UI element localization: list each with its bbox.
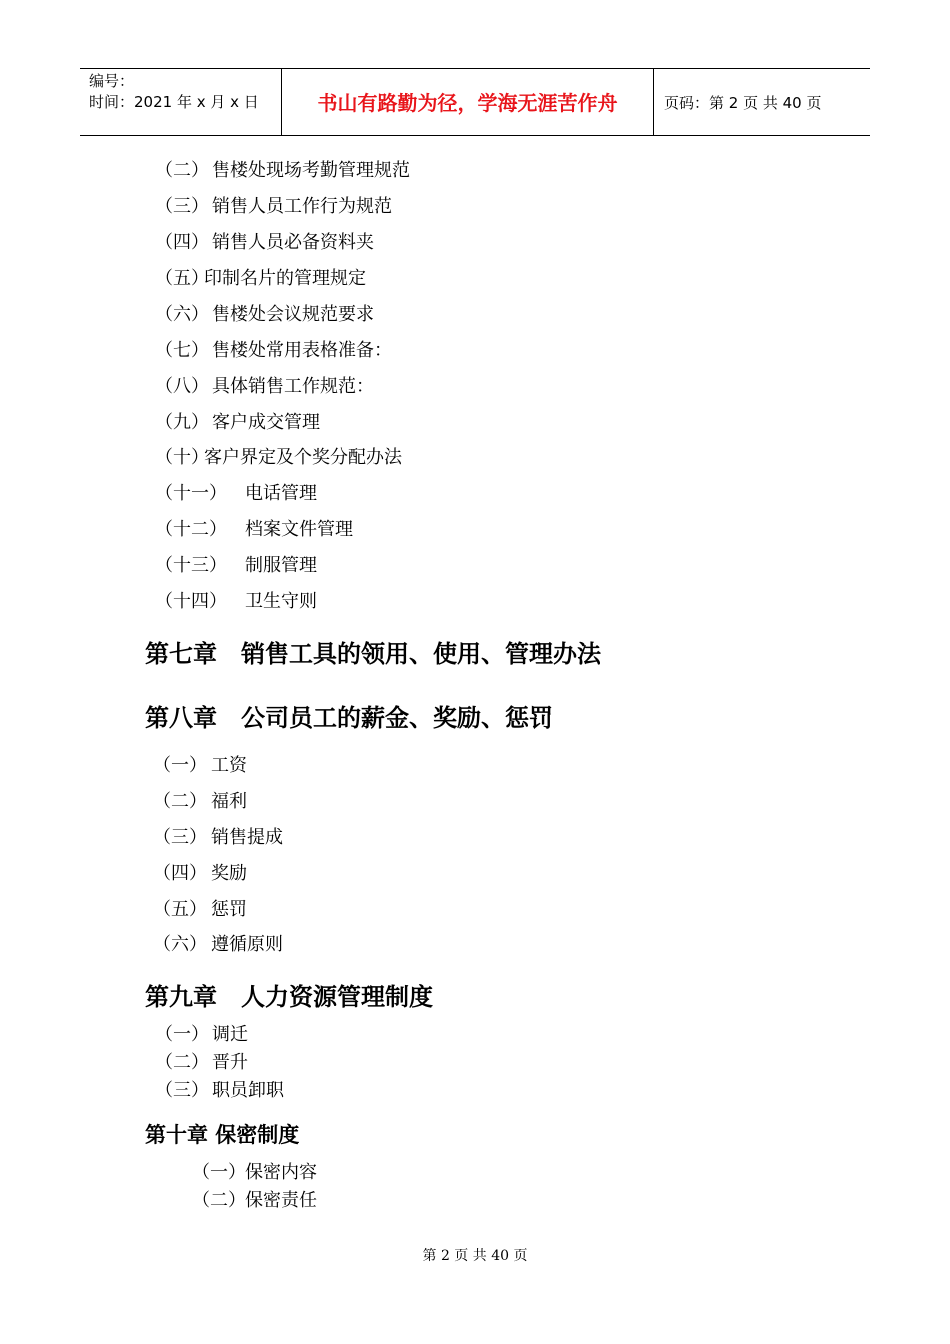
header-page-info: 页码：第 2 页 共 40 页	[664, 94, 822, 112]
chapter-heading: 第七章 销售工具的领用、使用、管理办法	[145, 640, 601, 668]
list-item: （二） 晋升	[155, 1052, 248, 1073]
list-item: （二） 售楼处现场考勤管理规范	[155, 160, 410, 181]
list-item: （八） 具体销售工作规范：	[155, 376, 374, 397]
chapter-heading: 第九章 人力资源管理制度	[145, 983, 433, 1011]
list-item: （二）保密责任	[192, 1190, 317, 1211]
chapter-heading: 第十章 保密制度	[145, 1123, 300, 1147]
document-date: 时间：2021 年 x 月 x 日	[89, 93, 259, 111]
list-item: （一） 调迁	[155, 1024, 248, 1045]
page-footer: 第 2 页 共 40 页	[422, 1248, 528, 1264]
list-item: （十）客户界定及个奖分配办法	[155, 447, 402, 468]
list-item: （七） 售楼处常用表格准备：	[155, 340, 392, 361]
header-left-cell	[80, 69, 282, 135]
chapter-heading: 第八章 公司员工的薪金、奖励、惩罚	[145, 704, 553, 732]
list-item: （十三） 制服管理	[155, 555, 317, 576]
list-item: （六） 售楼处会议规范要求	[155, 304, 374, 325]
header-motto: 书山有路勤为径，学海无涯苦作舟	[282, 69, 654, 135]
list-item: （九） 客户成交管理	[155, 412, 320, 433]
list-item: （三） 销售提成	[153, 827, 283, 848]
list-item: （五）印制名片的管理规定	[155, 268, 366, 289]
list-item: （十一） 电话管理	[155, 483, 317, 504]
page-header	[80, 68, 870, 136]
list-item: （三） 职员卸职	[155, 1080, 284, 1101]
list-item: （一）保密内容	[192, 1162, 317, 1183]
document-number-label: 编号：	[89, 72, 135, 90]
list-item: （十二） 档案文件管理	[155, 519, 353, 540]
list-item: （二） 福利	[153, 791, 247, 812]
list-item: （三） 销售人员工作行为规范	[155, 196, 392, 217]
list-item: （五） 惩罚	[153, 899, 247, 920]
list-item: （六） 遵循原则	[153, 934, 283, 955]
list-item: （四） 奖励	[153, 863, 247, 884]
list-item: （一） 工资	[153, 755, 247, 776]
list-item: （十四） 卫生守则	[155, 591, 317, 612]
list-item: （四） 销售人员必备资料夹	[155, 232, 374, 253]
